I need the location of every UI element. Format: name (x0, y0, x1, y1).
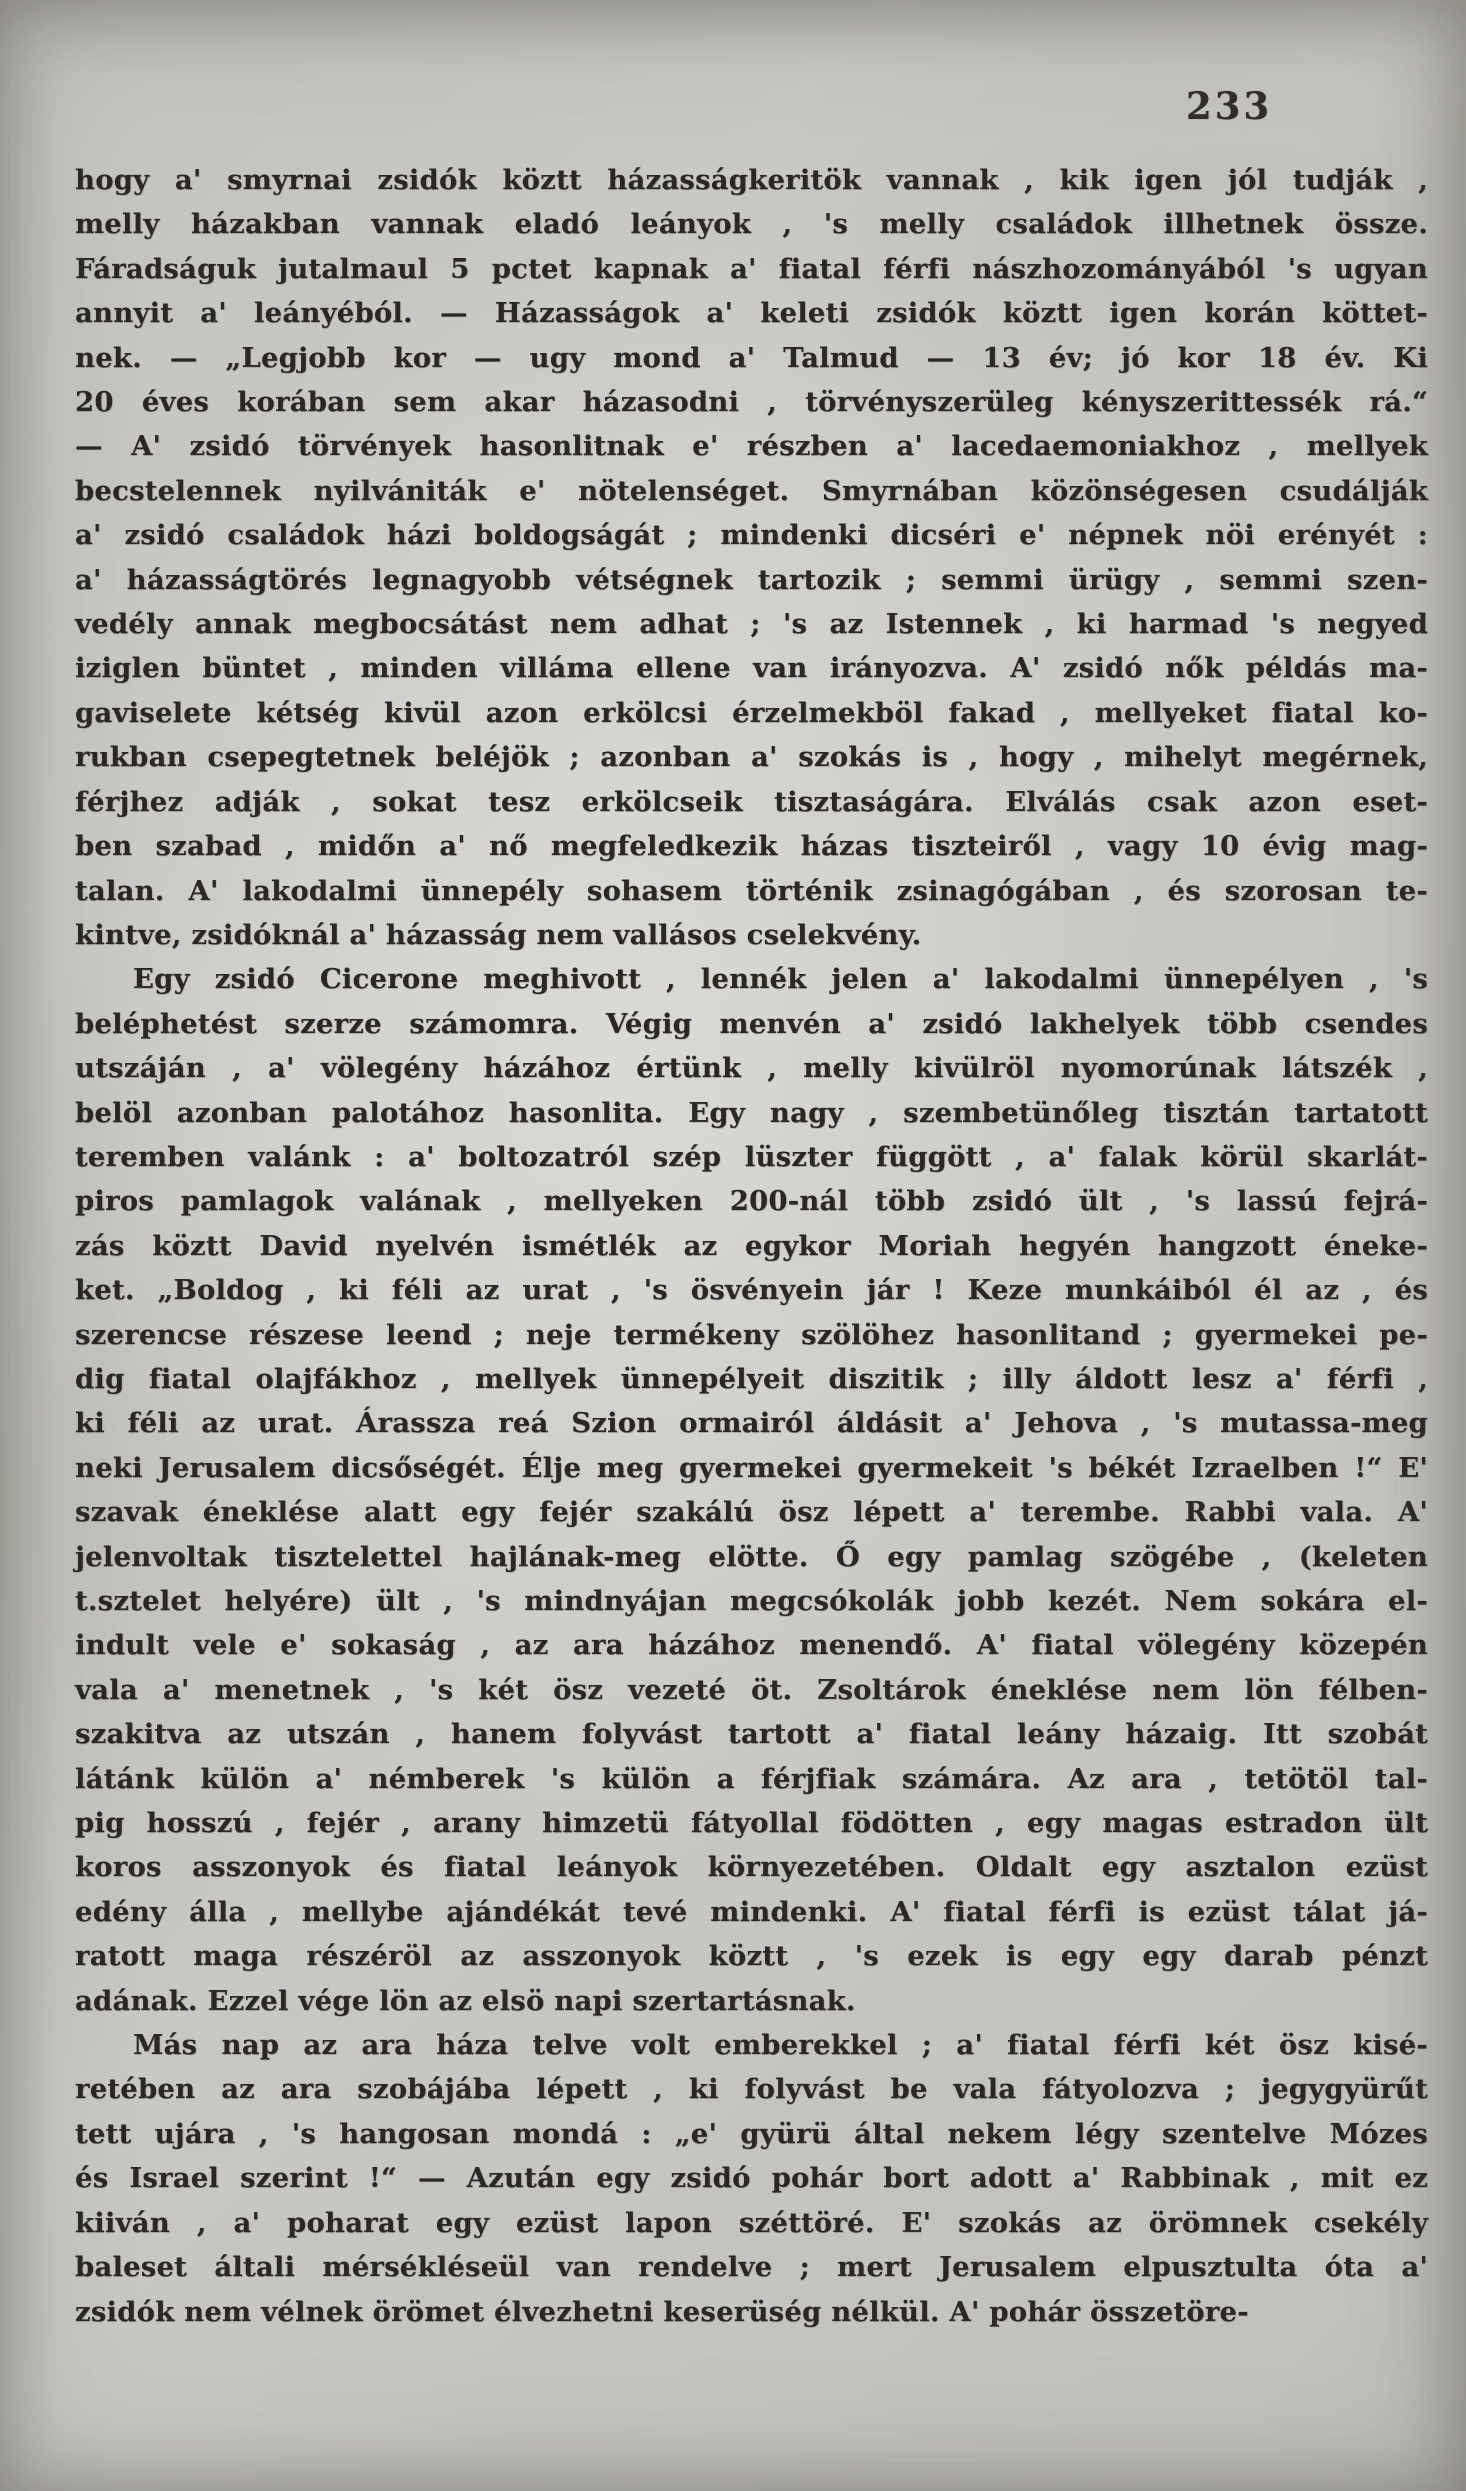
text-line: t.sztelet helyére) ült , 's mindnyájan megcsókolák jobb kezét. Nem sokára el- (75, 1585, 1428, 1617)
text-line: utszáján , a' völegény házához értünk , melly kivülröl nyomorúnak látszék , (75, 1052, 1428, 1085)
text-line: ki féli az urat. Árassza reá Szion ormairól áldásit a' Jehova , 's mutassa-meg (75, 1407, 1428, 1440)
text-line: piros pamlagok valának , mellyeken 200-nál több zsidó ült , 's lassú fejrá- (75, 1185, 1428, 1218)
text-line: teremben valánk : a' boltozatról szép lüszter függött , a' falak körül skarlát- (75, 1140, 1428, 1173)
text-line: retében az ara szobájába lépett , ki folyvást be vala fátyolozva ; jegygyürűt (75, 2073, 1428, 2106)
text-line: 20 éves korában sem akar házasodni , törvényszerüleg kényszerittessék rá.“ (75, 386, 1428, 419)
text-line: rukban csepegtetnek beléjök ; azonban a' szokás is , hogy , mihelyt megérnek, (75, 741, 1428, 774)
text-line: szerencse részese leend ; neje termékeny szölöhez hasonlitand ; gyermekei pe- (75, 1318, 1428, 1351)
text-line: ben szabad , midőn a' nő megfeledkezik házas tiszteiről , vagy 10 évig mag- (75, 830, 1428, 863)
text-line: hogy a' smyrnai zsidók köztt házasságkeritök vannak , kik igen jól tudják , (75, 164, 1428, 196)
text-line: és Israel szerint !“ — Azután egy zsidó pohár bort adott a' Rabbinak , mit ez (75, 2162, 1428, 2195)
text-line: Fáradságuk jutalmaul 5 pctet kapnak a' fiatal férfi nászhozományából 's ugyan (75, 252, 1428, 285)
text-line: Egy zsidó Cicerone meghivott , lennék jelen a' lakodalmi ünnepélyen , 's (133, 963, 1428, 996)
text-line: jelenvoltak tisztelettel hajlának-meg elötte. Ő egy pamlag szögébe , (keleten (75, 1540, 1428, 1573)
text-line: vedély annak megbocsátást nem adhat ; 's az Istennek , ki harmad 's negyed (75, 608, 1428, 641)
text-line: a' zsidó családok házi boldogságát ; mindenki dicséri e' népnek nöi erényét : (75, 519, 1428, 552)
page-number: 233 (1186, 84, 1273, 128)
paragraph (75, 158, 1428, 957)
text-line: vala a' menetnek , 's két ösz vezeté öt. Zsoltárok éneklése nem lön félben- (75, 1673, 1428, 1706)
text-line: talan. A' lakodalmi ünnepély sohasem történik zsinagógában , és szorosan te- (75, 874, 1428, 907)
text-line: neki Jerusalem dicsőségét. Élje meg gyermekei gyermekeit 's békét Izraelben !“ E' (75, 1451, 1428, 1484)
text-line: kiiván , a' poharat egy ezüst lapon széttöré. E' szokás az örömnek csekély (75, 2206, 1428, 2239)
text-line: — A' zsidó törvények hasonlitnak e' részben a' lacedaemoniakhoz , mellyek (75, 430, 1428, 463)
text-line: iziglen büntet , minden villáma ellene van irányozva. A' zsidó nők példás ma- (75, 652, 1428, 685)
text-line: belöl azonban palotához hasonlita. Egy nagy , szembetünőleg tisztán tartatott (75, 1096, 1428, 1129)
text-line: edény álla , mellybe ajándékát tevé mindenki. A' fiatal férfi is ezüst tálat já- (75, 1895, 1428, 1928)
text-line: indult vele e' sokaság , az ara házához menendő. A' fiatal völegény közepén (75, 1629, 1428, 1662)
text-line: pig hosszú , fejér , arany himzetü fátyollal födötten , egy magas estradon ült (75, 1807, 1428, 1840)
text-line: ket. „Boldog , ki féli az urat , 's ösvényein jár ! Keze munkáiból él az , és (75, 1274, 1428, 1307)
paragraph (75, 2023, 1428, 2334)
text-line: zsidók nem vélnek örömet élvezhetni keserüség nélkül. A' pohár összetöre- (75, 2295, 1249, 2328)
text-line: szakitva az utszán , hanem folyvást tartott a' fiatal leány házaig. Itt szobát (75, 1718, 1428, 1751)
text-block (75, 158, 1428, 2334)
paragraph (75, 957, 1428, 2023)
text-line: annyit a' leányéból. — Házasságok a' keleti zsidók köztt igen korán köttet- (75, 297, 1428, 330)
text-line: a' házasságtörés legnagyobb vétségnek tartozik ; semmi ürügy , semmi szen- (75, 563, 1428, 596)
text-line: melly házakban vannak eladó leányok , 's melly családok illhetnek össze. (75, 208, 1428, 241)
text-line: baleset általi mérsékléseül van rendelve ; mert Jerusalem elpusztulta óta a' (75, 2251, 1428, 2284)
text-line: tett ujára , 's hangosan mondá : „e' gyürü által nekem légy szentelve Mózes (75, 2117, 1428, 2150)
text-line: szavak éneklése alatt egy fejér szakálú ösz lépett a' terembe. Rabbi vala. A' (75, 1496, 1428, 1529)
text-line: nek. — „Legjobb kor — ugy mond a' Talmud — 13 év; jó kor 18 év. Ki (75, 341, 1428, 374)
text-line: gaviselete kétség kivül azon erkölcsi érzelmekböl fakad , mellyeket fiatal ko- (75, 696, 1428, 729)
text-line: adának. Ezzel vége lön az elsö napi szertartásnak. (75, 1984, 856, 2017)
text-line: ratott maga részéröl az asszonyok köztt , 's ezek is egy egy darab pénzt (75, 1940, 1428, 1973)
text-line: dig fiatal olajfákhoz , mellyek ünnepélyeit diszitik ; illy áldott lesz a' férfi , (75, 1362, 1428, 1395)
text-line: zás köztt David nyelvén ismétlék az egykor Moriah hegyén hangzott éneke- (75, 1229, 1428, 1262)
text-line: Más nap az ara háza telve volt emberekkel ; a' fiatal férfi két ösz kisé- (133, 2029, 1428, 2062)
text-line: látánk külön a' némberek 's külön a férjfiak számára. Az ara , tetötöl tal- (75, 1762, 1428, 1795)
text-line: kintve, zsidóknál a' házasság nem vallásos cselekvény. (75, 918, 922, 951)
text-line: becstelennek nyilvániták e' nötelenséget. Smyrnában közönségesen csudálják (75, 474, 1428, 507)
text-line: koros asszonyok és fiatal leányok környezetében. Oldalt egy asztalon ezüst (75, 1851, 1428, 1884)
text-line: férjhez adják , sokat tesz erkölcseik tisztaságára. Elválás csak azon eset- (75, 785, 1428, 818)
text-line: beléphetést szerze számomra. Végig menvén a' zsidó lakhelyek több csendes (75, 1007, 1428, 1040)
